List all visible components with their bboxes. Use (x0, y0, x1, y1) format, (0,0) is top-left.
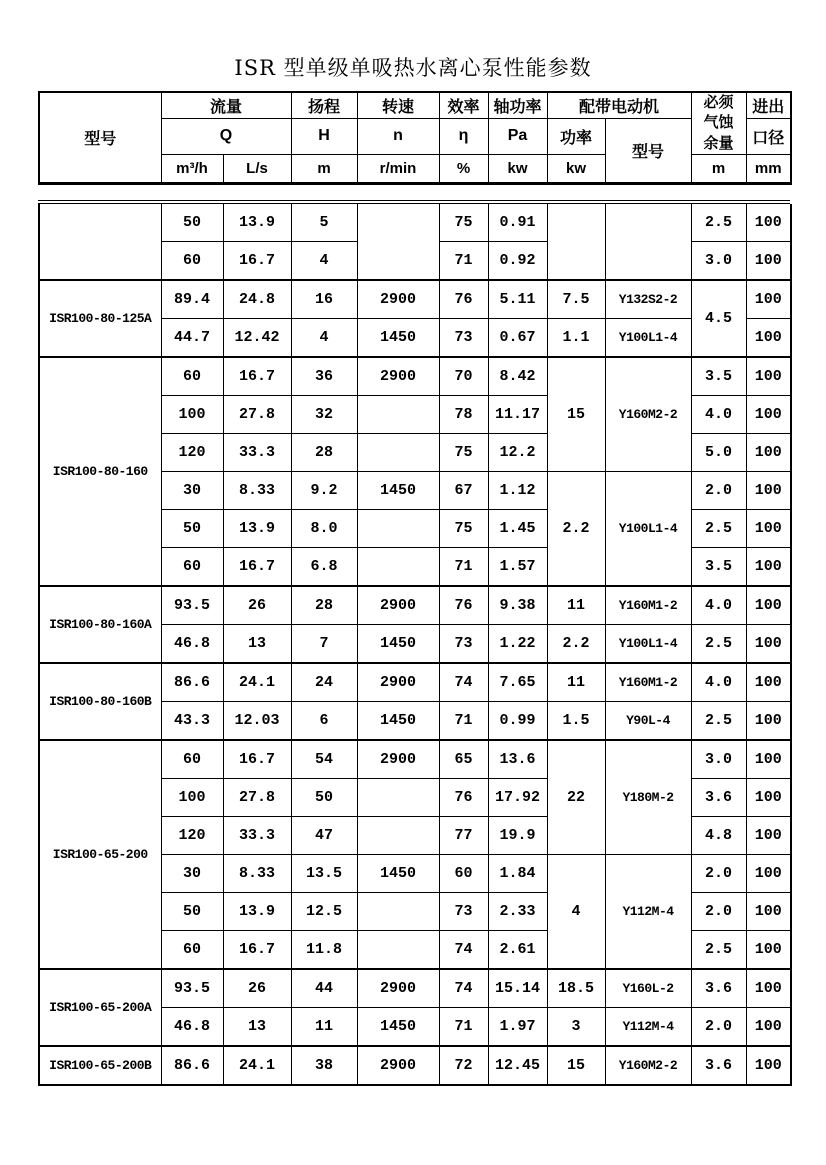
npsh-cell: 4.0 (691, 663, 746, 702)
unit-m: m (291, 154, 357, 183)
motor-model-cell: Y160M1-2 (605, 586, 691, 625)
table-row (39, 280, 791, 319)
flow-m3h-cell: 60 (161, 547, 223, 586)
head-cell: 6 (291, 701, 357, 740)
header-efficiency: 效率 (439, 92, 488, 119)
unit-kw-shaft: kw (488, 154, 547, 183)
shaft-power-cell: 1.12 (488, 471, 547, 509)
diameter-cell: 100 (746, 969, 791, 1008)
motor-power-cell: 3 (547, 1007, 605, 1046)
flow-ls-cell: 12.42 (223, 318, 291, 357)
diameter-cell: 100 (746, 586, 791, 625)
diameter-cell: 100 (746, 547, 791, 586)
motor-model-cell: Y100L1-4 (605, 624, 691, 663)
diameter-cell: 100 (746, 204, 791, 242)
speed-cell (357, 395, 439, 433)
pump-model-cell: ISR100-80-160B (39, 663, 161, 740)
flow-ls-cell: 16.7 (223, 357, 291, 396)
shaft-power-cell: 9.38 (488, 586, 547, 625)
shaft-power-cell: 7.65 (488, 663, 547, 702)
efficiency-cell: 73 (439, 318, 488, 357)
flow-ls-cell: 12.03 (223, 701, 291, 740)
npsh-cell: 2.5 (691, 509, 746, 547)
table-row (39, 1046, 791, 1085)
efficiency-cell: 73 (439, 624, 488, 663)
shaft-power-cell: 1.97 (488, 1007, 547, 1046)
flow-ls-cell: 24.1 (223, 663, 291, 702)
flow-ls-cell: 13 (223, 624, 291, 663)
flow-ls-cell: 16.7 (223, 547, 291, 586)
flow-ls-cell: 24.8 (223, 280, 291, 319)
motor-power-cell (547, 204, 605, 280)
diameter-cell: 100 (746, 701, 791, 740)
flow-m3h-cell: 60 (161, 740, 223, 779)
npsh-cell: 2.5 (691, 930, 746, 969)
efficiency-cell: 77 (439, 816, 488, 854)
shaft-power-cell: 13.6 (488, 740, 547, 779)
flow-ls-cell: 24.1 (223, 1046, 291, 1085)
unit-kw-motor: kw (547, 154, 605, 183)
diameter-cell: 100 (746, 930, 791, 969)
speed-cell: 2900 (357, 1046, 439, 1085)
pump-model-cell: ISR100-80-125A (39, 280, 161, 357)
npsh-cell: 2.0 (691, 854, 746, 892)
shaft-power-cell: 2.61 (488, 930, 547, 969)
flow-ls-cell: 33.3 (223, 816, 291, 854)
head-cell: 5 (291, 204, 357, 242)
unit-mm: mm (746, 154, 791, 183)
flow-m3h-cell: 46.8 (161, 1007, 223, 1046)
header-diameter: 口径 (746, 119, 791, 155)
flow-m3h-cell: 30 (161, 854, 223, 892)
unit-m3h: m³/h (161, 154, 223, 183)
head-cell: 4 (291, 318, 357, 357)
shaft-power-cell: 2.33 (488, 892, 547, 930)
flow-ls-cell: 13.9 (223, 204, 291, 242)
diameter-cell: 100 (746, 740, 791, 779)
npsh-cell: 2.0 (691, 1007, 746, 1046)
npsh-cell: 4.8 (691, 816, 746, 854)
flow-m3h-cell: 60 (161, 357, 223, 396)
npsh-cell: 3.0 (691, 241, 746, 280)
flow-m3h-cell: 44.7 (161, 318, 223, 357)
speed-cell: 1450 (357, 318, 439, 357)
head-cell: 7 (291, 624, 357, 663)
pump-model-cell: ISR100-80-160 (39, 357, 161, 586)
speed-cell (357, 547, 439, 586)
diameter-cell: 100 (746, 433, 791, 471)
table-row (39, 663, 791, 702)
head-cell: 9.2 (291, 471, 357, 509)
efficiency-cell: 74 (439, 969, 488, 1008)
head-cell: 28 (291, 433, 357, 471)
shaft-power-cell: 0.99 (488, 701, 547, 740)
speed-cell: 2900 (357, 969, 439, 1008)
npsh-cell: 2.5 (691, 701, 746, 740)
shaft-power-cell: 12.2 (488, 433, 547, 471)
head-cell: 28 (291, 586, 357, 625)
speed-cell (357, 204, 439, 280)
flow-ls-cell: 13 (223, 1007, 291, 1046)
shaft-power-cell: 0.67 (488, 318, 547, 357)
header-n-symbol: n (357, 119, 439, 155)
shaft-power-cell: 12.45 (488, 1046, 547, 1085)
flow-m3h-cell: 60 (161, 930, 223, 969)
motor-power-cell: 4 (547, 854, 605, 969)
speed-cell: 1450 (357, 1007, 439, 1046)
efficiency-cell: 75 (439, 204, 488, 242)
motor-model-cell: Y112M-4 (605, 854, 691, 969)
header-h-symbol: H (291, 119, 357, 155)
page-title: ISR 型单级单吸热水离心泵性能参数 (234, 56, 592, 80)
flow-ls-cell: 13.9 (223, 892, 291, 930)
speed-cell (357, 778, 439, 816)
shaft-power-cell: 1.45 (488, 509, 547, 547)
speed-cell (357, 930, 439, 969)
header-head: 扬程 (291, 92, 357, 119)
speed-cell (357, 816, 439, 854)
shaft-power-cell: 1.57 (488, 547, 547, 586)
shaft-power-cell: 17.92 (488, 778, 547, 816)
motor-power-cell: 1.5 (547, 701, 605, 740)
flow-m3h-cell: 50 (161, 892, 223, 930)
speed-cell: 2900 (357, 663, 439, 702)
diameter-cell: 100 (746, 663, 791, 702)
header-flow: 流量 (161, 92, 291, 119)
motor-model-cell: Y100L1-4 (605, 471, 691, 586)
speed-cell: 1450 (357, 624, 439, 663)
speed-cell: 2900 (357, 280, 439, 319)
speed-cell: 2900 (357, 740, 439, 779)
npsh-cell: 2.5 (691, 624, 746, 663)
flow-m3h-cell: 30 (161, 471, 223, 509)
table-row (39, 740, 791, 779)
header-model: 型号 (39, 92, 161, 183)
flow-ls-cell: 16.7 (223, 930, 291, 969)
header-shaft-power: 轴功率 (488, 92, 547, 119)
npsh-cell: 3.6 (691, 1046, 746, 1085)
efficiency-cell: 74 (439, 930, 488, 969)
head-cell: 54 (291, 740, 357, 779)
npsh-cell: 2.0 (691, 471, 746, 509)
motor-model-cell: Y180M-2 (605, 740, 691, 855)
efficiency-cell: 76 (439, 586, 488, 625)
npsh-cell: 3.6 (691, 778, 746, 816)
npsh-cell: 4.0 (691, 395, 746, 433)
flow-ls-cell: 16.7 (223, 241, 291, 280)
motor-model-cell: Y160M1-2 (605, 663, 691, 702)
flow-ls-cell: 27.8 (223, 395, 291, 433)
motor-power-cell: 1.1 (547, 318, 605, 357)
efficiency-cell: 75 (439, 509, 488, 547)
unit-ls: L/s (223, 154, 291, 183)
flow-m3h-cell: 86.6 (161, 1046, 223, 1085)
diameter-cell: 100 (746, 778, 791, 816)
efficiency-cell: 74 (439, 663, 488, 702)
flow-m3h-cell: 46.8 (161, 624, 223, 663)
header-speed: 转速 (357, 92, 439, 119)
npsh-cell: 2.0 (691, 892, 746, 930)
speed-cell: 1450 (357, 854, 439, 892)
npsh-cell: 3.5 (691, 547, 746, 586)
motor-power-cell: 2.2 (547, 624, 605, 663)
shaft-power-cell: 11.17 (488, 395, 547, 433)
flow-ls-cell: 8.33 (223, 471, 291, 509)
shaft-power-cell: 1.84 (488, 854, 547, 892)
shaft-power-cell: 5.11 (488, 280, 547, 319)
pump-model-cell: ISR100-65-200 (39, 740, 161, 969)
head-cell: 8.0 (291, 509, 357, 547)
unit-percent: % (439, 154, 488, 183)
diameter-cell: 100 (746, 357, 791, 396)
table-row (39, 969, 791, 1008)
diameter-cell: 100 (746, 395, 791, 433)
efficiency-cell: 70 (439, 357, 488, 396)
diameter-cell: 100 (746, 854, 791, 892)
motor-model-cell: Y160L-2 (605, 969, 691, 1008)
flow-m3h-cell: 86.6 (161, 663, 223, 702)
head-cell: 36 (291, 357, 357, 396)
shaft-power-cell: 1.22 (488, 624, 547, 663)
flow-m3h-cell: 43.3 (161, 701, 223, 740)
npsh-cell: 3.0 (691, 740, 746, 779)
efficiency-cell: 71 (439, 547, 488, 586)
flow-ls-cell: 27.8 (223, 778, 291, 816)
header-motor: 配带电动机 (547, 92, 691, 119)
motor-power-cell: 2.2 (547, 471, 605, 586)
speed-cell: 2900 (357, 586, 439, 625)
diameter-cell: 100 (746, 280, 791, 319)
efficiency-cell: 72 (439, 1046, 488, 1085)
motor-model-cell: Y90L-4 (605, 701, 691, 740)
head-cell: 24 (291, 663, 357, 702)
head-cell: 11 (291, 1007, 357, 1046)
motor-model-cell: Y160M2-2 (605, 357, 691, 472)
head-cell: 4 (291, 241, 357, 280)
flow-m3h-cell: 89.4 (161, 280, 223, 319)
unit-rmin: r/min (357, 154, 439, 183)
head-cell: 38 (291, 1046, 357, 1085)
head-cell: 12.5 (291, 892, 357, 930)
efficiency-cell: 76 (439, 280, 488, 319)
flow-m3h-cell: 93.5 (161, 969, 223, 1008)
header-table (38, 91, 792, 185)
flow-m3h-cell: 100 (161, 778, 223, 816)
head-cell: 13.5 (291, 854, 357, 892)
header-motor-model: 型号 (605, 119, 691, 184)
speed-cell (357, 892, 439, 930)
pump-data-table (38, 204, 792, 1086)
head-cell: 6.8 (291, 547, 357, 586)
motor-power-cell: 11 (547, 663, 605, 702)
speed-cell: 1450 (357, 701, 439, 740)
head-cell: 50 (291, 778, 357, 816)
flow-ls-cell: 16.7 (223, 740, 291, 779)
motor-model-cell (605, 204, 691, 280)
flow-m3h-cell: 120 (161, 816, 223, 854)
header-eta-symbol: η (439, 119, 488, 155)
shaft-power-cell: 8.42 (488, 357, 547, 396)
efficiency-cell: 75 (439, 433, 488, 471)
flow-m3h-cell: 100 (161, 395, 223, 433)
motor-power-cell: 18.5 (547, 969, 605, 1008)
diameter-cell: 100 (746, 471, 791, 509)
motor-power-cell: 11 (547, 586, 605, 625)
npsh-cell: 3.6 (691, 969, 746, 1008)
npsh-cell: 2.5 (691, 204, 746, 242)
motor-model-cell: Y112M-4 (605, 1007, 691, 1046)
diameter-cell: 100 (746, 816, 791, 854)
header-motor-power: 功率 (547, 119, 605, 155)
unit-npsh-m: m (691, 154, 746, 183)
efficiency-cell: 67 (439, 471, 488, 509)
header-npsh: 必须气蚀余量 (691, 92, 746, 154)
motor-power-cell: 15 (547, 1046, 605, 1085)
motor-model-cell: Y160M2-2 (605, 1046, 691, 1085)
npsh-cell: 4.5 (691, 280, 746, 357)
head-cell: 47 (291, 816, 357, 854)
flow-m3h-cell: 93.5 (161, 586, 223, 625)
speed-cell: 1450 (357, 471, 439, 509)
table-row (39, 586, 791, 625)
flow-m3h-cell: 50 (161, 509, 223, 547)
speed-cell (357, 433, 439, 471)
motor-power-cell: 7.5 (547, 280, 605, 319)
head-cell: 44 (291, 969, 357, 1008)
header-q-symbol: Q (161, 119, 291, 155)
head-cell: 16 (291, 280, 357, 319)
diameter-cell: 100 (746, 1046, 791, 1085)
pump-model-cell: ISR100-80-160A (39, 586, 161, 663)
motor-model-cell: Y100L1-4 (605, 318, 691, 357)
flow-ls-cell: 8.33 (223, 854, 291, 892)
flow-ls-cell: 26 (223, 969, 291, 1008)
shaft-power-cell: 15.14 (488, 969, 547, 1008)
pump-model-cell: ISR100-65-200B (39, 1046, 161, 1085)
diameter-cell: 100 (746, 241, 791, 280)
diameter-cell: 100 (746, 892, 791, 930)
flow-m3h-cell: 60 (161, 241, 223, 280)
motor-power-cell: 22 (547, 740, 605, 855)
efficiency-cell: 76 (439, 778, 488, 816)
efficiency-cell: 65 (439, 740, 488, 779)
shaft-power-cell: 0.92 (488, 241, 547, 280)
npsh-cell: 5.0 (691, 433, 746, 471)
table-row (39, 204, 791, 242)
head-cell: 11.8 (291, 930, 357, 969)
diameter-cell: 100 (746, 509, 791, 547)
shaft-power-cell: 19.9 (488, 816, 547, 854)
flow-ls-cell: 33.3 (223, 433, 291, 471)
header-inout: 进出 (746, 92, 791, 119)
npsh-cell: 3.5 (691, 357, 746, 396)
head-cell: 32 (291, 395, 357, 433)
table-row (39, 357, 791, 396)
flow-m3h-cell: 50 (161, 204, 223, 242)
flow-ls-cell: 26 (223, 586, 291, 625)
motor-model-cell: Y132S2-2 (605, 280, 691, 319)
npsh-cell: 4.0 (691, 586, 746, 625)
flow-m3h-cell: 120 (161, 433, 223, 471)
efficiency-cell: 71 (439, 701, 488, 740)
efficiency-cell: 73 (439, 892, 488, 930)
diameter-cell: 100 (746, 318, 791, 357)
motor-power-cell: 15 (547, 357, 605, 472)
flow-ls-cell: 13.9 (223, 509, 291, 547)
efficiency-cell: 71 (439, 241, 488, 280)
diameter-cell: 100 (746, 624, 791, 663)
diameter-cell: 100 (746, 1007, 791, 1046)
pump-model-cell: ISR100-65-200A (39, 969, 161, 1046)
efficiency-cell: 60 (439, 854, 488, 892)
speed-cell (357, 509, 439, 547)
pump-model-cell (39, 204, 161, 280)
efficiency-cell: 71 (439, 1007, 488, 1046)
shaft-power-cell: 0.91 (488, 204, 547, 242)
header-pa-symbol: Pa (488, 119, 547, 155)
speed-cell: 2900 (357, 357, 439, 396)
efficiency-cell: 78 (439, 395, 488, 433)
